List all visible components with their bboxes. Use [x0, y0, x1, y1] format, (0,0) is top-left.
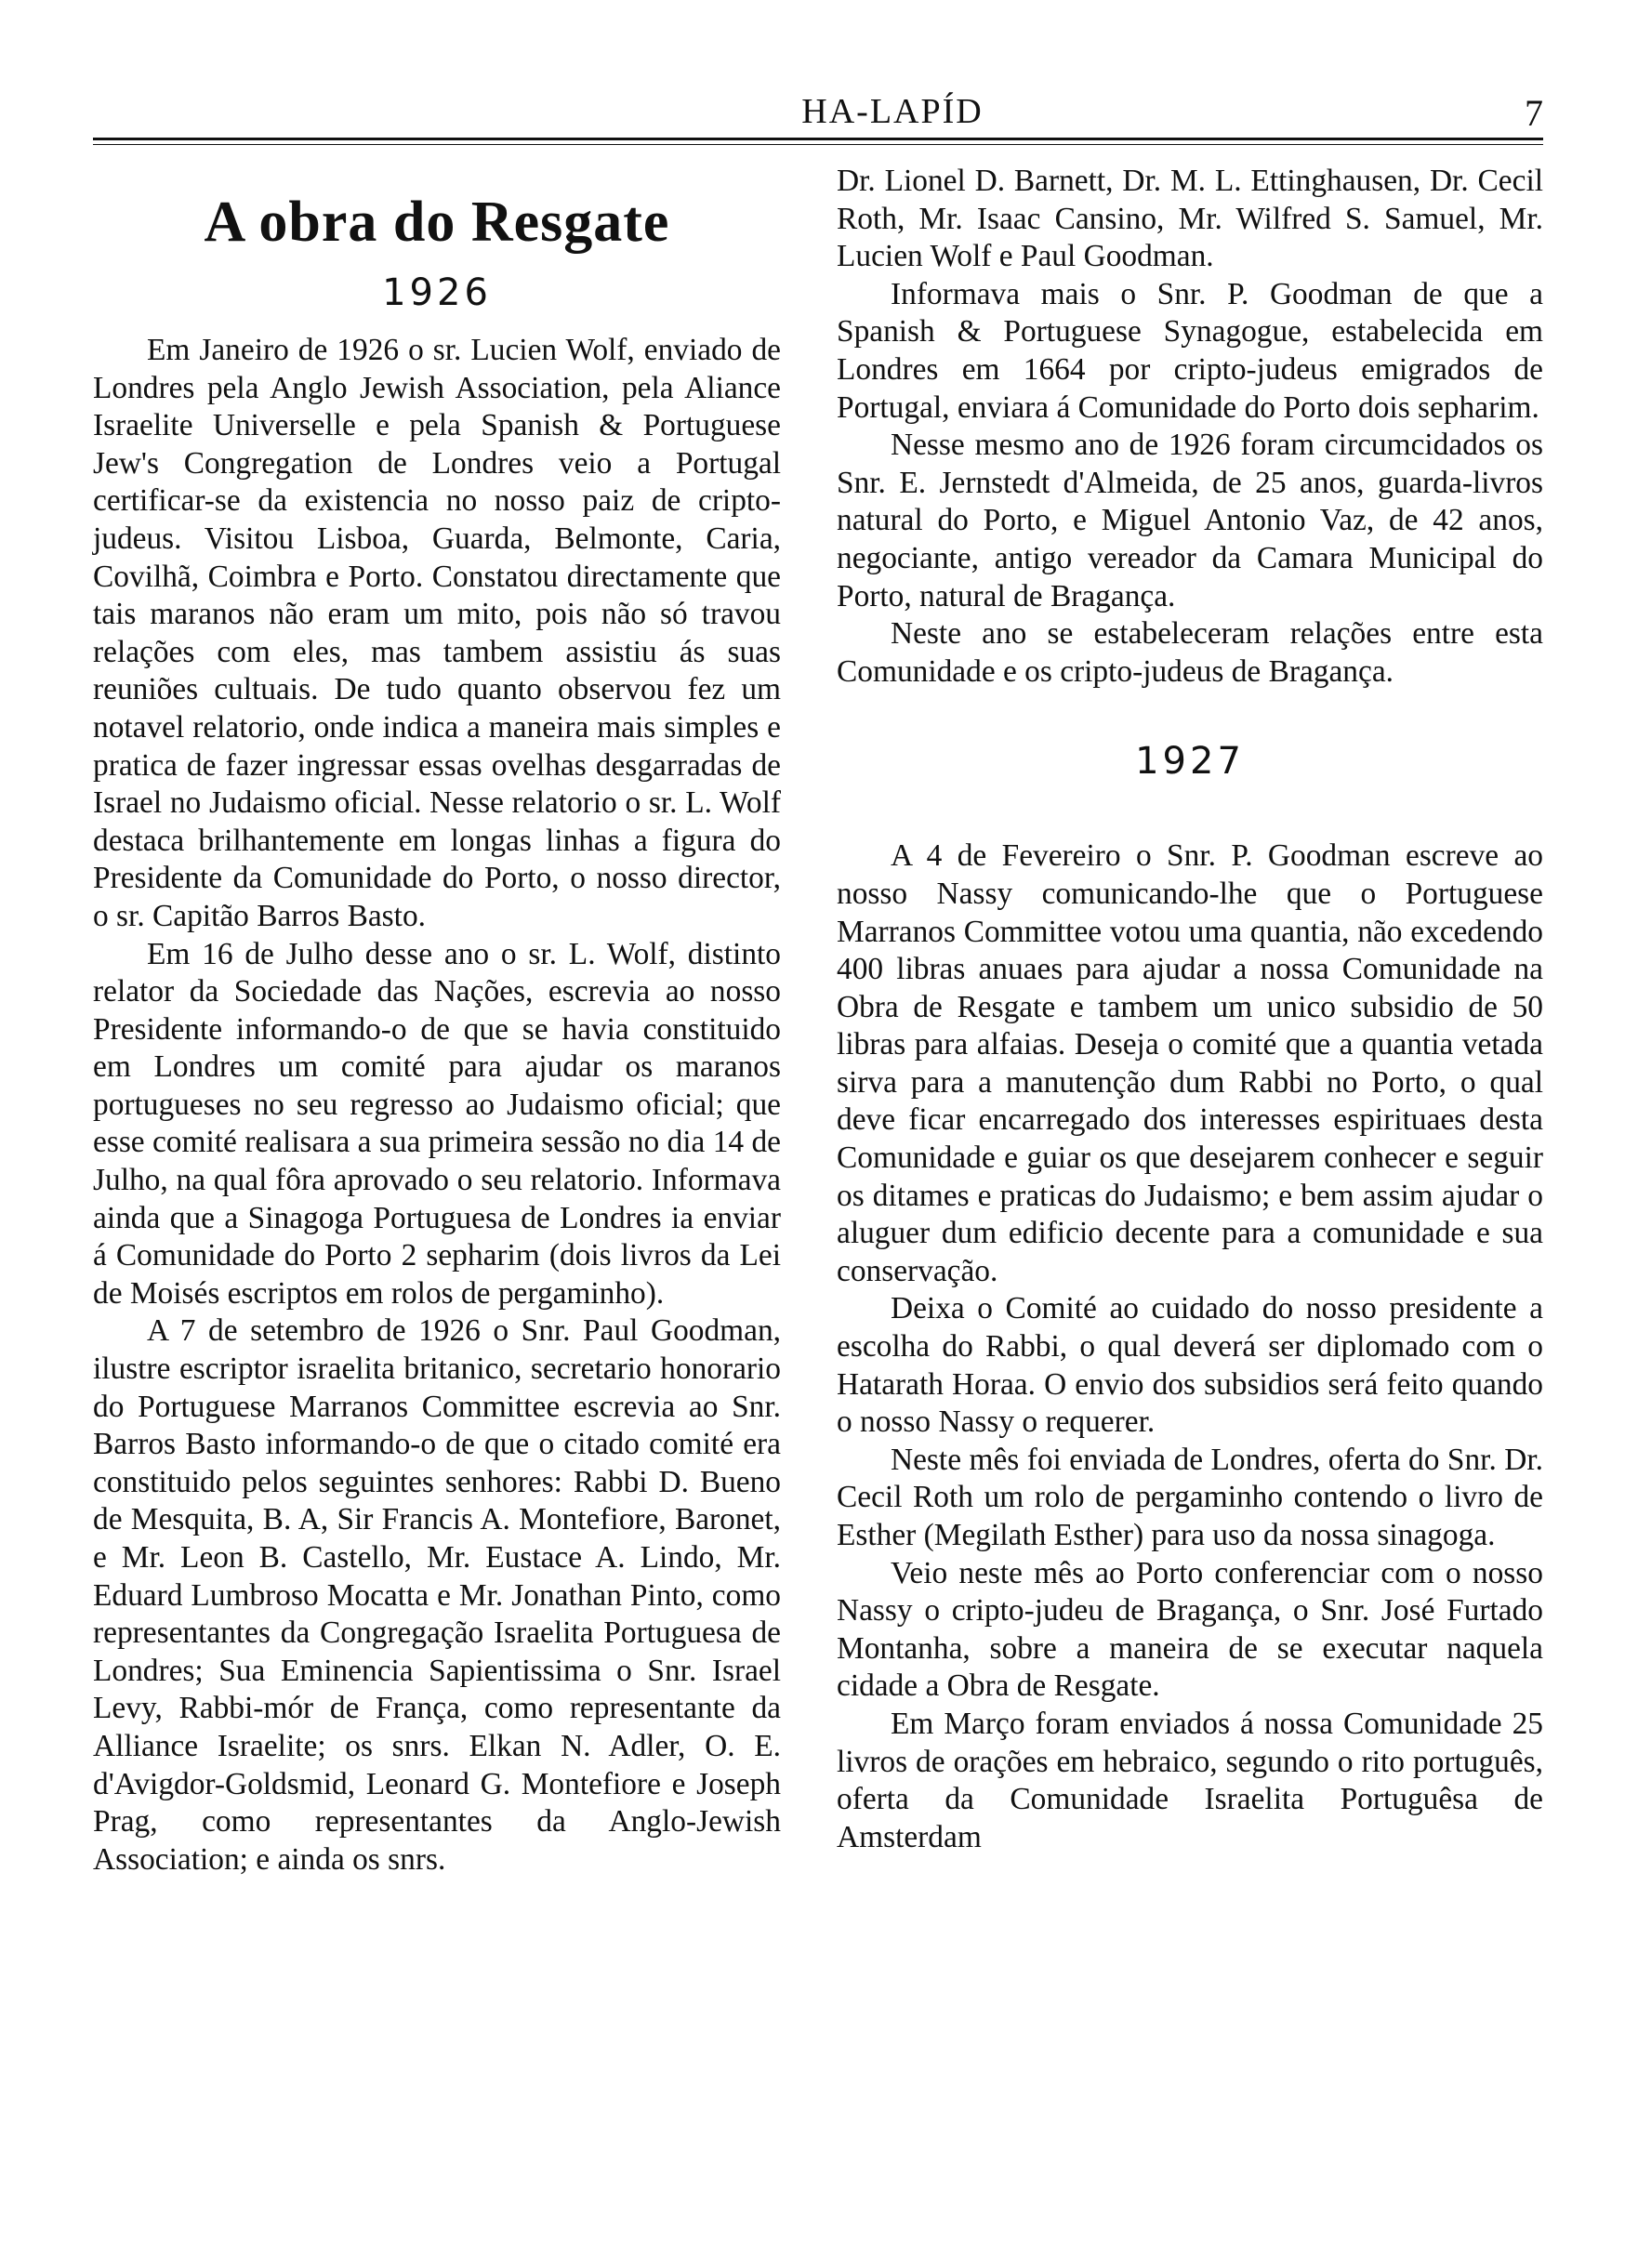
year-heading-1926: 1926	[382, 271, 492, 314]
right-column	[837, 163, 1543, 1856]
running-title: HA-LAPÍD	[801, 92, 984, 131]
year-heading-1927: 1927	[1135, 740, 1245, 784]
paragraph: Em 16 de Julho desse ano o sr. L. Wolf, distinto relator da Sociedade das Nações, escrevia ao nosso Presidente informando-o de que se havia constituido em Londres um comité para ajudar os maranos portugueses no seu regresso ao Judaismo oficial; que esse comité realisara a sua primeira sessão no dia 14 de Julho, na qual fôra aprovado o seu relatorio. Informava ainda que a Sinagoga Portuguesa de Londres ia enviar á Comunidade do Porto 2 sepharim (dois livros da Lei de Moisés escriptos em rolos de pergaminho).	[93, 936, 781, 1311]
left-column	[93, 163, 781, 1879]
paragraph: Deixa o Comité ao cuidado do nosso presidente a escolha do Rabbi, o qual deverá ser diplomado com o Hatarath Horaa. O envio dos subsidios será feito quando o nosso Nassy o requerer.	[837, 1291, 1543, 1440]
paragraph: Neste ano se estabeleceram relações entre esta Comunidade e os cripto-judeus de Bragança.	[837, 616, 1543, 689]
page-header	[93, 91, 1543, 147]
paragraph: A 4 de Fevereiro o Snr. P. Goodman escreve ao nosso Nassy comunicando-lhe que o Portuguese Marranos Committee votou uma quantia, não excedendo 400 libras anuaes para ajudar a nossa Comunidade na Obra de Resgate e tambem um unico subsidio de 50 libras para alfaias. Deseja o comité que a quantia vetada sirva para a manutenção dum Rabbi no Porto, o qual deve ficar encarregado dos interesses espirituaes desta Comunidade e guiar os que desejarem conhecer e seguir os ditames e praticas do Judaismo; e bem assim ajudar o aluguer dum edificio decente para a comunidade e sua conservação.	[837, 838, 1543, 1288]
paragraph: Nesse mesmo ano de 1926 foram circumcidados os Snr. E. Jernstedt d'Almeida, de 25 anos, guarda-livros natural do Porto, e Miguel Antonio Vaz, de 42 anos, negociante, antigo vereador da Camara Municipal do Porto, natural de Bragança.	[837, 428, 1543, 613]
paragraph: A 7 de setembro de 1926 o Snr. Paul Goodman, ilustre escriptor israelita britanico, secretario honorario do Portuguese Marranos Committee escrevia ao Snr. Barros Basto informando-o de que o citado comité era constituido pelos seguintes senhores: Rabbi D. Bueno de Mesquita, B. A, Sir Francis A. Montefiore, Baronet, e Mr. Leon B. Castello, Mr. Eustace A. Lindo, Mr. Eduard Lumbroso Mocatta e Mr. Jonathan Pinto, como representantes da Congregação Israelita Portuguesa de Londres; Sua Eminencia Sapientissima o Snr. Israel Levy, Rabbi-mór de França, como representante da Alliance Israelite; os snrs. Elkan N. Adler, O. E. d'Avigdor-Goldsmid, Leonard G. Montefiore e Joseph Prag, como representantes da Anglo-Jewish Association; e ainda os snrs.	[93, 1313, 781, 1877]
paragraph: Veio neste mês ao Porto conferenciar com o nosso Nassy o cripto-judeu de Bragança, o Snr. José Furtado Montanha, sobre a maneira de se executar naquela cidade a Obra de Resgate.	[837, 1555, 1543, 1704]
paragraph-continuation: Dr. Lionel D. Barnett, Dr. M. L. Ettinghausen, Dr. Cecil Roth, Mr. Isaac Cansino, Mr. Wilfred S. Samuel, Mr. Lucien Wolf e Paul Goodman.	[837, 164, 1543, 274]
page-number: 7	[1525, 92, 1543, 134]
paragraph: Em Março foram enviados á nossa Comunidade 25 livros de orações em hebraico, segundo o rito português, oferta da Comunidade Israelita Portuguêsa de Amsterdam	[837, 1706, 1543, 1854]
paragraph: Neste mês foi enviada de Londres, oferta do Snr. Dr. Cecil Roth um rolo de pergaminho contendo o livro de Esther (Megilath Esther) para uso da nossa sinagoga.	[837, 1442, 1543, 1552]
article-title: A obra do Resgate	[204, 191, 670, 254]
header-rule-thin	[93, 144, 1543, 145]
header-rule-thick	[93, 138, 1543, 140]
paragraph: Informava mais o Snr. P. Goodman de que a Spanish & Portuguese Synagogue, estabelecida em Londres em 1664 por cripto-judeus emigrados de Portugal, enviara á Comunidade do Porto dois sepharim.	[837, 276, 1543, 425]
paragraph: Em Janeiro de 1926 o sr. Lucien Wolf, enviado de Londres pela Anglo Jewish Association, pela Aliance Israelite Universelle e pela Spanish & Portuguese Jew's Congregation de Londres veio a Portugal certificar-se da existencia no nosso paiz de cripto-judeus. Visitou Lisboa, Guarda, Belmonte, Caria, Covilhã, Coimbra e Porto. Constatou directamente que tais maranos não eram um mito, pois não só travou relações com eles, mas tambem assistiu ás suas reuniões cultuais. De tudo quanto observou fez um notavel relatorio, onde indica a maneira mais simples e pratica de fazer ingressar essas ovelhas desgarradas de Israel no Judaismo oficial. Nesse relatorio o sr. L. Wolf destaca brilhantemente em longas linhas a figura do Presidente da Comunidade do Porto, o nosso director, o sr. Capitão Barros Basto.	[93, 333, 781, 933]
